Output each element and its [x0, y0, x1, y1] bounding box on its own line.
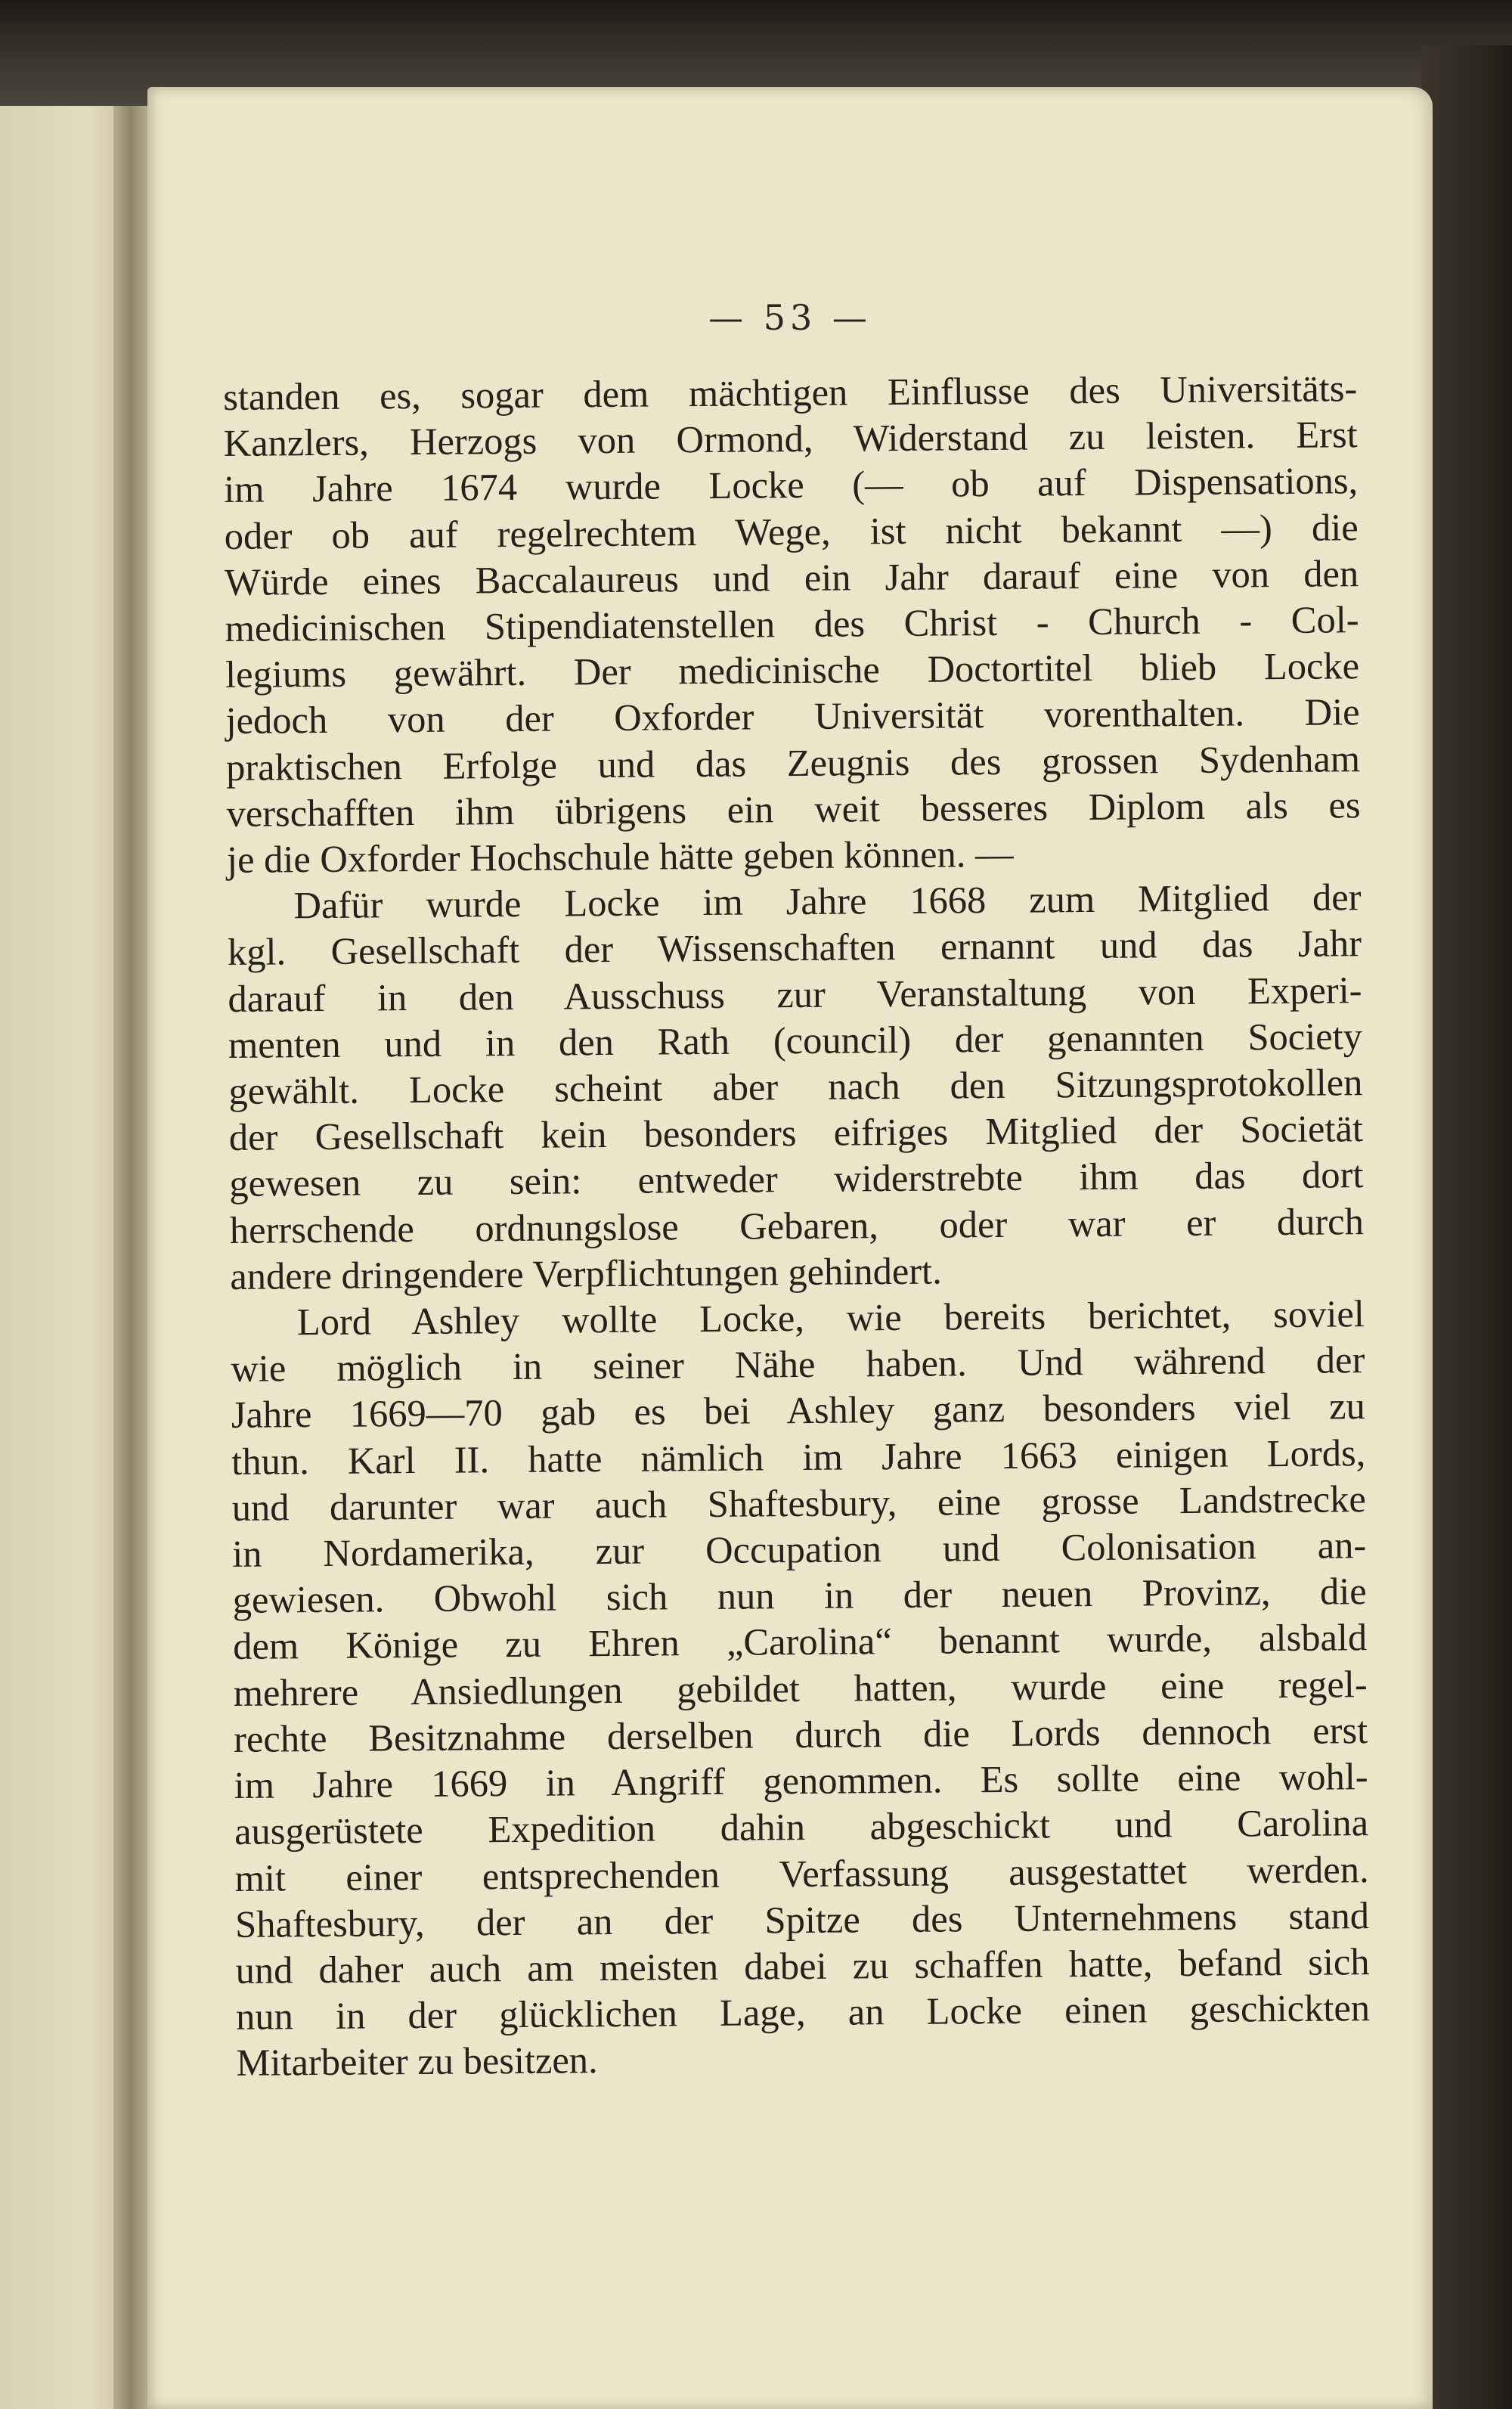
- text-line: der Gesellschaft kein besonders eifriges Mitglied der Societät: [228, 1107, 1364, 1159]
- text-line: ausgerüstete Expedition dahin abgeschickt und Carolina: [234, 1801, 1369, 1853]
- text-line: medicinischen Stipendiatenstellen des Christ - Church - Col-: [225, 598, 1359, 650]
- text-line: je die Oxforder Hochschule hätte geben können. —: [226, 832, 1014, 882]
- text-line: thun. Karl II. hatte nämlich im Jahre 1663 einigen Lords,: [231, 1431, 1366, 1483]
- text-line: jedoch von der Oxforder Universität vorenthalten. Die: [225, 690, 1360, 743]
- text-line: und darunter war auch Shaftesbury, eine grosse Landstrecke: [231, 1477, 1366, 1529]
- text-line: Mitarbeiter zu besitzen.: [236, 2039, 598, 2085]
- text-line: mehrere Ansiedlungen gebildet hatten, wurde eine regel-: [233, 1662, 1368, 1714]
- book-page: [147, 87, 1433, 2409]
- text-line: gewesen zu sein: entweder widerstrebte ihm das dort: [229, 1153, 1364, 1205]
- text-line: rechte Besitznahme derselben durch die Lords dennoch erst: [233, 1709, 1368, 1760]
- book-gutter: [113, 106, 151, 2409]
- text-line: legiums gewährt. Der medicinische Doctortitel blieb Locke: [225, 644, 1360, 696]
- text-line: praktischen Erfolge und das Zeugnis des grossen Sydenham: [225, 736, 1361, 789]
- previous-page-edge: [0, 106, 125, 2409]
- text-line: Kanzlers, Herzogs von Ormond, Widerstand zu leisten. Erst: [223, 413, 1358, 465]
- text-line: oder ob auf regelrechtem Wege, ist nicht bekannt —) die: [224, 505, 1359, 557]
- text-line: verschafften ihm übrigens ein weit besseres Diplom als es: [226, 783, 1361, 835]
- text-line: standen es, sogar dem mächtigen Einflusse des Universitäts-: [223, 367, 1358, 418]
- page-body-text: [223, 365, 1371, 2086]
- text-line: Dafür wurde Locke im Jahre 1668 zum Mitglied der: [293, 876, 1362, 927]
- text-line: kgl. Gesellschaft der Wissenschaften ernannt und das Jahr: [227, 922, 1362, 974]
- text-line: dem Könige zu Ehren „Carolina“ benannt wurde, alsbald: [232, 1616, 1368, 1668]
- text-line: darauf in den Ausschuss zur Veranstaltung von Experi-: [228, 968, 1362, 1020]
- text-line: in Nordamerika, zur Occupation und Colonisation an-: [232, 1524, 1367, 1576]
- text-line: menten und in den Rath (council) der genannten Society: [228, 1015, 1363, 1066]
- book-cover-side: [1421, 45, 1512, 2409]
- page-number: — 53 —: [708, 297, 872, 338]
- text-line: nun in der glücklichen Lage, an Locke einen geschickten: [235, 1986, 1371, 2039]
- text-line: und daher auch am meisten dabei zu schaffen hatte, befand sich: [235, 1940, 1370, 1992]
- text-line: andere dringendere Verpflichtungen gehindert.: [230, 1249, 942, 1298]
- text-line: im Jahre 1669 in Angriff genommen. Es sollte eine wohl-: [234, 1755, 1368, 1807]
- text-line: gewiesen. Obwohl sich nun in der neuen Provinz, die: [232, 1570, 1367, 1622]
- text-line: wie möglich in seiner Nähe haben. Und während der: [231, 1338, 1365, 1391]
- text-line: mit einer entsprechenden Verfassung ausgestattet werden.: [234, 1847, 1369, 1899]
- text-line: herrschende ordnungslose Gebaren, oder war er durch: [229, 1199, 1365, 1251]
- text-line: Shaftesbury, der an der Spitze des Unternehmens stand: [234, 1893, 1370, 1945]
- text-line: Jahre 1669—70 gab es bei Ashley ganz besonders viel zu: [231, 1384, 1365, 1437]
- text-line: gewählt. Locke scheint aber nach den Sitzungsprotokollen: [228, 1061, 1363, 1113]
- text-line: Lord Ashley wollte Locke, wie bereits berichtet, soviel: [296, 1292, 1365, 1344]
- text-line: Würde eines Baccalaureus und ein Jahr darauf eine von den: [224, 552, 1359, 603]
- text-line: im Jahre 1674 wurde Locke (— ob auf Dispensations,: [223, 459, 1359, 511]
